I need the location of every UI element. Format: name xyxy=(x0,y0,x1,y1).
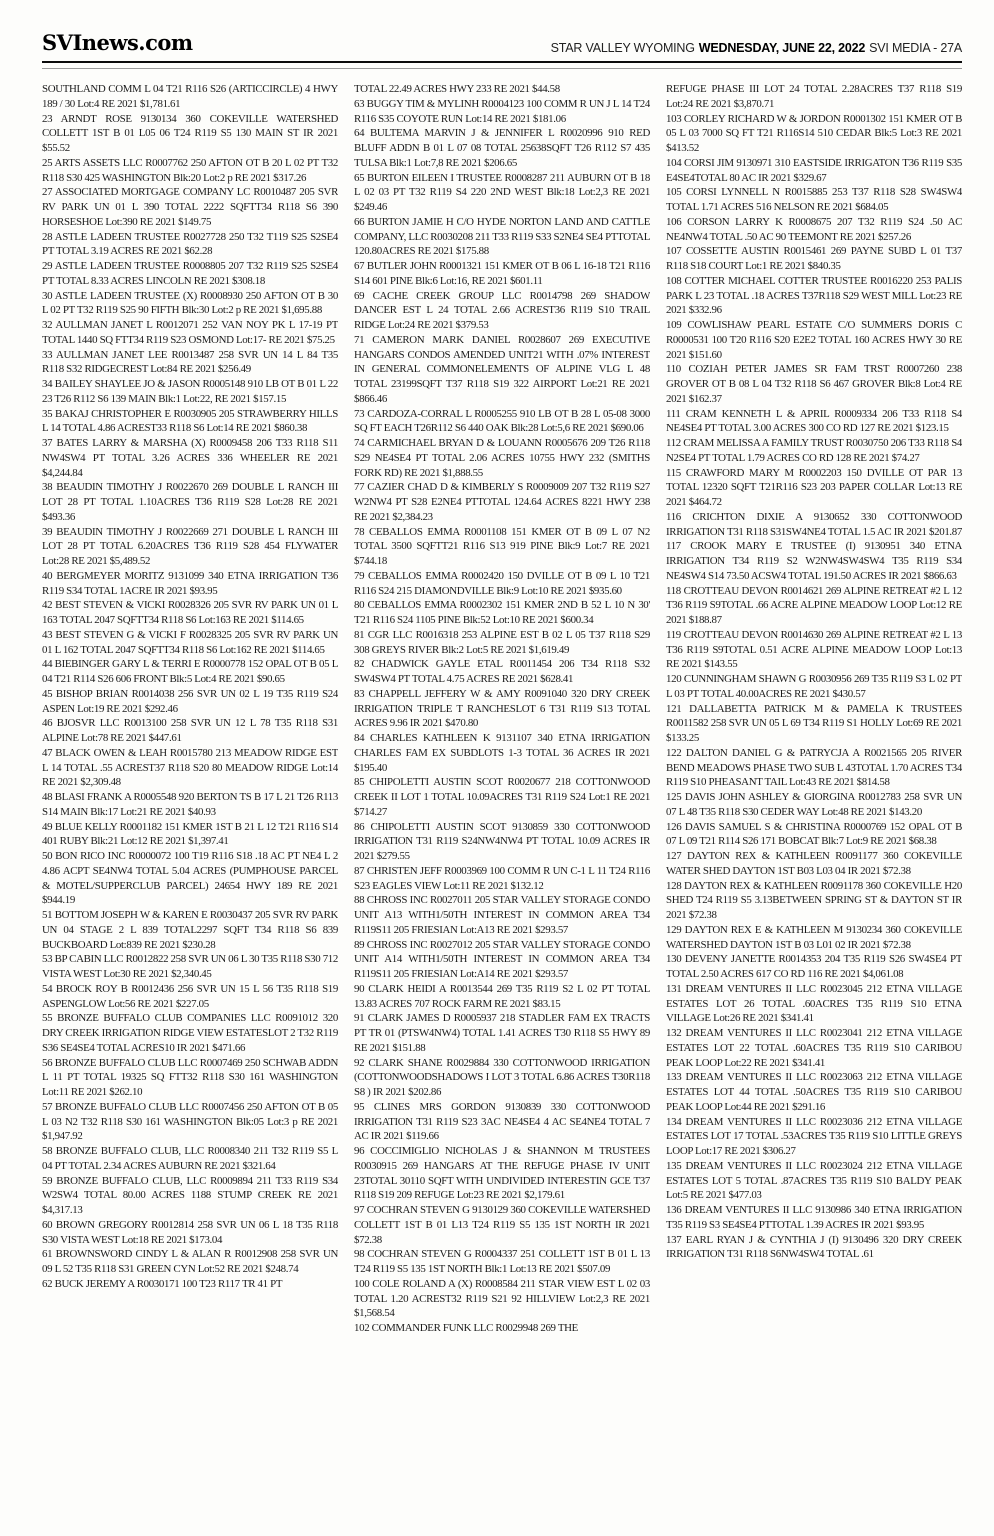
listing-entry: 44 BIEBINGER GARY L & TERRI E R0000778 152 OPAL OT B 05 L 04 T21 R114 S26 606 FRONT Blk:5 Lot:4 RE 2021 $90.65 xyxy=(42,658,338,685)
listing-entry: 97 COCHRAN STEVEN G 9130129 360 COKEVILLE WATERSHED COLLETT 1ST B 01 L13 T24 R119 S5 135 1ST NORTH IR 2021 $72.38 xyxy=(354,1204,650,1246)
listings-column-3 xyxy=(666,82,962,1520)
listing-entry: 103 CORLEY RICHARD W & JORDON R0001302 151 KMER OT B 05 L 03 7000 SQ FT T21 R116S14 510 CEDAR Blk:5 Lot:3 RE 2021 $413.52 xyxy=(666,112,962,154)
listing-entry: 58 BRONZE BUFFALO CLUB, LLC R0008340 211 T32 R119 S5 L 04 PT TOTAL 2.34 ACRES AUBURN RE 2021 $321.64 xyxy=(42,1145,338,1172)
listing-entry: 64 BULTEMA MARVIN J & JENNIFER L R0020996 910 RED BLUFF ADDN B 01 L 07 08 TOTAL 25638SQFT T26 R112 S7 435 TULSA Blk:1 Lot:7,8 RE 2021 $206.65 xyxy=(354,127,650,169)
listing-entry: 37 BATES LARRY & MARSHA (X) R0009458 206 T33 R118 S11 NW4SW4 PT TOTAL 3.26 ACRES 336 WHEELER RE 2021 $4,244.84 xyxy=(42,437,338,479)
listing-entry: 42 BEST STEVEN & VICKI R0028326 205 SVR RV PARK UN 01 L 163 TOTAL 2047 SQFTT34 R118 S6 Lot:163 RE 2021 $114.65 xyxy=(42,599,338,626)
listing-entry: 95 CLINES MRS GORDON 9130839 330 COTTONWOOD IRRIGATION T31 R119 S23 3AC NE4SE4 4 AC SE4NE4 TOTAL 7 AC IR 2021 $119.66 xyxy=(354,1100,650,1143)
listing-entry: 118 CROTTEAU DEVON R0014621 269 ALPINE RETREAT #2 L 12 T36 R119 S9TOTAL .66 ACRE ALPINE MEADOW LOOP Lot:12 RE 2021 $188.87 xyxy=(666,584,962,626)
listing-entry: 89 CHROSS INC R0027012 205 STAR VALLEY STORAGE CONDO UNIT A14 WITH1/50TH INTEREST IN COMMON AREA T34 R119S11 205 FRIESIAN Lot:A14 RE 2021 $293.57 xyxy=(354,938,650,980)
listing-entry: 128 DAYTON REX & KATHLEEN R0091178 360 COKEVILLE H20 SHED T24 R119 S5 3.13BETWEEN SPRING ST & DAYTON ST IR 2021 $72.38 xyxy=(666,879,962,921)
listing-entry: 60 BROWN GREGORY R0012814 258 SVR UN 06 L 18 T35 R118 S30 VISTA WEST Lot:18 RE 2021 $173.04 xyxy=(42,1218,338,1246)
listing-entry: 63 BUGGY TIM & MYLINH R0004123 100 COMM R UN J L 14 T24 R116 S35 COYOTE RUN Lot:14 RE 2021 $181.06 xyxy=(354,97,650,125)
listing-entry: 129 DAYTON REX E & KATHLEEN M 9130234 360 COKEVILLE WATERSHED DAYTON 1ST B 03 L01 02 IR 2021 $72.38 xyxy=(666,923,962,951)
listing-entry: 126 DAVIS SAMUEL S & CHRISTINA R0000769 152 OPAL OT B 07 L 09 T21 R114 S26 171 BOBCAT Blk:7 Lot:9 RE 2021 $68.38 xyxy=(666,820,962,848)
listing-entry: 55 BRONZE BUFFALO CLUB COMPANIES LLC R0091012 320 DRY CREEK IRRIGATION RIDGE VIEW ESTATESLOT 2 T32 R119 S36 SE4SE4 TOTAL ACRES10 IR 2021 $471.66 xyxy=(42,1012,338,1054)
listing-entry: 137 EARL RYAN J & CYNTHIA J (I) 9130496 320 DRY CREEK IRRIGATION T31 R118 S6NW4SW4 TOTAL .61 xyxy=(666,1233,962,1261)
listing-entry: 38 BEAUDIN TIMOTHY J R0022670 269 DOUBLE L RANCH III LOT 28 PT TOTAL 1.10ACRES T36 R119 S28 Lot:28 RE 2021 $493.36 xyxy=(42,481,338,523)
listing-entry: 69 CACHE CREEK GROUP LLC R0014798 269 SHADOW DANCER EST L 24 TOTAL 2.66 ACREST36 R119 S10 TRAIL RIDGE Lot:24 RE 2021 $379.53 xyxy=(354,289,650,331)
listing-entry: 106 CORSON LARRY K R0008675 207 T32 R119 S24 .50 AC NE4NW4 TOTAL .50 AC 90 TEEMONT RE 2021 $257.26 xyxy=(666,215,962,243)
page-header xyxy=(42,30,962,69)
listing-entry: 28 ASTLE LADEEN TRUSTEE R0027728 250 T32 T119 S25 S2SE4 PT TOTAL 3.19 ACRES RE 2021 $62.28 xyxy=(42,230,338,258)
listing-entry: 30 ASTLE LADEEN TRUSTEE (X) R0008930 250 AFTON OT B 30 L 02 PT T32 R119 S25 90 FIFTH Blk:30 Lot:2 p RE 2021 $1,695.88 xyxy=(42,289,338,317)
listing-entry: 136 DREAM VENTURES II LLC 9130986 340 ETNA IRRIGATION T35 R119 S3 SE4SE4 PTTOTAL 1.39 ACRES IR 2021 $93.95 xyxy=(666,1204,962,1231)
listing-entry: 54 BROCK ROY B R0012436 256 SVR UN 15 L 56 T35 R118 S19 ASPENGLOW Lot:56 RE 2021 $227.05 xyxy=(42,982,338,1010)
listing-entry: 83 CHAPPELL JEFFERY W & AMY R0091040 320 DRY CREEK IRRIGATION TRIPLE T RANCHESLOT 6 T31 R119 S13 TOTAL ACRES 9.96 IR 2021 $470.80 xyxy=(354,687,650,730)
listing-entry: 46 BJOSVR LLC R0013100 258 SVR UN 12 L 78 T35 R118 S31 ALPINE Lot:78 RE 2021 $447.61 xyxy=(42,717,338,744)
listing-entry: 77 CAZIER CHAD D & KIMBERLY S R0009009 207 T32 R119 S27 W2NW4 PT S28 E2NE4 PTTOTAL 124.64 ACRES 8221 HWY 238 RE 2021 $2,384.23 xyxy=(354,481,650,523)
listing-entry: 110 COZIAH PETER JAMES SR FAM TRST R0007260 238 GROVER OT B 08 L 04 T32 R118 S6 467 GROVER Blk:8 Lot:4 RE 2021 $162.37 xyxy=(666,363,962,405)
listing-entry: 59 BRONZE BUFFALO CLUB, LLC R0009894 211 T33 R119 S34 W2SW4 TOTAL 80.00 ACRES 1188 STUMP CREEK RE 2021 $4,317.13 xyxy=(42,1174,338,1216)
listing-entry: 56 BRONZE BUFFALO CLUB LLC R0007469 250 SCHWAB ADDN L 11 PT TOTAL 19325 SQ FTT32 R118 S30 161 WASHINGTON Lot:11 RE 2021 $262.10 xyxy=(42,1056,338,1098)
listings-column-1 xyxy=(42,82,338,1520)
listing-entry: 61 BROWNSWORD CINDY L & ALAN R R0012908 258 SVR UN 09 L 52 T35 R118 S31 GREEN CYN Lot:52 RE 2021 $248.74 xyxy=(42,1248,338,1275)
listing-entry: 108 COTTER MICHAEL COTTER TRUSTEE R0016220 253 PALIS PARK L 23 TOTAL .18 ACRES T37R118 S29 WEST MILL Lot:23 RE 2021 $332.96 xyxy=(666,274,962,317)
listing-entry: 86 CHIPOLETTI AUSTIN SCOT 9130859 330 COTTONWOOD IRRIGATION T31 R119 S24NW4NW4 PT TOTAL 10.09 ACRES IR 2021 $279.55 xyxy=(354,820,650,862)
listing-entry: 127 DAYTON REX & KATHLEEN R0091177 360 COKEVILLE WATER SHED DAYTON 1ST B03 L03 04 IR 2021 $72.38 xyxy=(666,850,962,877)
listing-entry: 65 BURTON EILEEN I TRUSTEE R0008287 211 AUBURN OT B 18 L 02 03 PT T32 R119 S4 220 2ND WEST Blk:18 Lot:2,3 RE 2021 $249.46 xyxy=(354,171,650,213)
listing-entry: 115 CRAWFORD MARY M R0002203 150 DVILLE OT PAR 13 TOTAL 12320 SQFT T21R116 S23 203 PAPER COLLAR Lot:13 RE 2021 $464.72 xyxy=(666,466,962,508)
listing-entry: 90 CLARK HEIDI A R0013544 269 T35 R119 S2 L 02 PT TOTAL 13.83 ACRES 707 ROCK FARM RE 2021 $83.15 xyxy=(354,982,650,1010)
listing-entry: 130 DEVENY JANETTE R0014353 204 T35 R119 S26 SW4SE4 PT TOTAL 2.50 ACRES 617 CO RD 116 RE 2021 $4,061.08 xyxy=(666,953,962,980)
listing-entry: 91 CLARK JAMES D R0005937 218 STADLER FAM EX TRACTS PT TR 01 (PTSW4NW4) TOTAL 1.41 ACRES T30 R118 S5 HWY 89 RE 2021 $151.88 xyxy=(354,1012,650,1054)
listing-entry: 104 CORSI JIM 9130971 310 EASTSIDE IRRIGATON T36 R119 S35 E4SE4TOTAL 80 AC IR 2021 $329.67 xyxy=(666,156,962,184)
listing-entry: 88 CHROSS INC R0027011 205 STAR VALLEY STORAGE CONDO UNIT A13 WITH1/50TH INTEREST IN COMMON AREA T34 R119S11 205 FRIESIAN Lot:A13 RE 2021 $293.57 xyxy=(354,894,650,936)
listing-entry: 71 CAMERON MARK DANIEL R0028607 269 EXECUTIVE HANGARS CONDOS AMENDED UNIT21 WITH .07% INTEREST IN GENERAL COMMONELEMENTS OF ALPINE VLG L 48 TOTAL 23199SQFT T37 R118 S19 322 AIRPORT Lot:21 RE 2021 $866.46 xyxy=(354,333,650,405)
listing-entry: 119 CROTTEAU DEVON R0014630 269 ALPINE RETREAT #2 L 13 T36 R119 S9TOTAL 0.51 ACRE ALPINE MEADOW LOOP Lot:13 RE 2021 $143.55 xyxy=(666,628,962,671)
listing-entry: 53 BP CABIN LLC R0012822 258 SVR UN 06 L 30 T35 R118 S30 712 VISTA WEST Lot:30 RE 2021 $2,340.45 xyxy=(42,953,338,980)
listing-entry: 133 DREAM VENTURES II LLC R0023063 212 ETNA VILLAGE ESTATES LOT 44 TOTAL .50ACRES T35 R119 S10 CARIBOU PEAK LOOP Lot:44 RE 2021 $291.16 xyxy=(666,1071,962,1113)
listing-entry: 49 BLUE KELLY R0001182 151 KMER 1ST B 21 L 12 T21 R116 S14 401 RUBY Blk:21 Lot:12 RE 2021 $1,397.41 xyxy=(42,820,338,848)
masthead-row xyxy=(42,30,962,61)
listing-entry: 32 AULLMAN JANET L R0012071 252 VAN NOY PK L 17-19 PT TOTAL 1440 SQ FTT34 R119 S23 OSMOND Lot:17- RE 2021 $75.25 xyxy=(42,319,338,346)
listing-entry: 29 ASTLE LADEEN TRUSTEE R0008805 207 T32 R119 S25 S2SE4 PT TOTAL 8.33 ACRES LINCOLN RE 2021 $308.18 xyxy=(42,260,338,287)
listing-entry: 27 ASSOCIATED MORTGAGE COMPANY LC R0010487 205 SVR RV PARK UN 01 L 390 TOTAL 2222 SQFTT34 R118 S6 390 HORSESHOE Lot:390 RE 2021 $149.75 xyxy=(42,186,338,228)
listing-entry: 100 COLE ROLAND A (X) R0008584 211 STAR VIEW EST L 02 03 TOTAL 1.20 ACREST32 R119 S21 92 HILLVIEW Lot:2,3 RE 2021 $1,568.54 xyxy=(354,1277,650,1320)
listing-entry: 117 CROOK MARY E TRUSTEE (I) 9130951 340 ETNA IRRIGATION T34 R119 S2 W2NW4SW4SW4 T35 R119 S34 NE4SW4 S14 73.50 ACSW4 TOTAL 191.50 ACRES IR 2021 $866.63 xyxy=(666,540,962,582)
listing-entry: 40 BERGMEYER MORITZ 9131099 340 ETNA IRRIGATION T36 R119 S34 TOTAL 1ACRE IR 2021 $93.95 xyxy=(42,569,338,597)
listing-entry: 78 CEBALLOS EMMA R0001108 151 KMER OT B 09 L 07 N2 TOTAL 3500 SQFTT21 R116 S13 919 PINE Blk:9 Lot:7 RE 2021 $744.18 xyxy=(354,525,650,567)
listing-entry: 121 DALLABETTA PATRICK M & PAMELA K TRUSTEES R0011582 258 SVR UN 05 L 69 T34 R119 S1 HOLLY Lot:69 RE 2021 $133.25 xyxy=(666,702,962,744)
listing-entry: 67 BUTLER JOHN R0001321 151 KMER OT B 06 L 16-18 T21 R116 S14 601 PINE Blk:6 Lot:16, RE 2021 $601.11 xyxy=(354,260,650,287)
listing-entry: 81 CGR LLC R0016318 253 ALPINE EST B 02 L 05 T37 R118 S29 308 GREYS RIVER Blk:2 Lot:5 RE 2021 $1,619.49 xyxy=(354,628,650,656)
listing-entry: 125 DAVIS JOHN ASHLEY & GIORGINA R0012783 258 SVR UN 07 L 48 T35 R118 S30 CEDER WAY Lot:48 RE 2021 $143.20 xyxy=(666,791,962,818)
listing-entry: TOTAL 22.49 ACRES HWY 233 RE 2021 $44.58 xyxy=(354,83,560,95)
listing-entry: 134 DREAM VENTURES II LLC R0023036 212 ETNA VILLAGE ESTATES LOT 17 TOTAL .53ACRES T35 R119 S10 LITTLE GREYS LOOP Lot:17 RE 2021 $306.27 xyxy=(666,1115,962,1157)
listing-entry: 120 CUNNINGHAM SHAWN G R0030956 269 T35 R119 S3 L 02 PT L 03 PT TOTAL 40.00ACRES RE 2021 $430.57 xyxy=(666,673,962,700)
masthead-edition: SVI MEDIA - 27A xyxy=(869,41,962,55)
site-brand: SVInews.com xyxy=(42,30,193,55)
listing-entry: 34 BAILEY SHAYLEE JO & JASON R0005148 910 LB OT B 01 L 22 23 T26 R112 S6 139 MAIN Blk:1 Lot:22, RE 2021 $157.15 xyxy=(42,378,338,405)
listing-entry: 109 COWLISHAW PEARL ESTATE C/O SUMMERS DORIS C R0000531 100 T20 R116 S20 E2E2 TOTAL 160 ACRES HWY 30 RE 2021 $151.60 xyxy=(666,319,962,361)
listing-entry: 33 AULLMAN JANET LEE R0013487 258 SVR UN 14 L 84 T35 R118 S32 RIDGECREST Lot:84 RE 2021 $256.49 xyxy=(42,348,338,376)
listing-entry: 111 CRAM KENNETH L & APRIL R0009334 206 T33 R118 S4 NE4SE4 PT TOTAL 3.00 ACRES 300 CO RD 127 RE 2021 $123.15 xyxy=(666,407,962,435)
listing-entry: 116 CRICHTON DIXIE A 9130652 330 COTTONWOOD IRRIGATION T31 R118 S31SW4NE4 TOTAL 1.5 AC IR 2021 $201.87 xyxy=(666,510,962,538)
listings-column-2 xyxy=(354,82,650,1520)
listing-entry: 57 BRONZE BUFFALO CLUB LLC R0007456 250 AFTON OT B 05 L 03 N2 T32 R118 S30 161 WASHINGTON Blk:05 Lot:3 p RE 2021 $1,947.92 xyxy=(42,1100,338,1143)
listing-entry: 51 BOTTOM JOSEPH W & KAREN E R0030437 205 SVR RV PARK UN 04 STAGE 2 L 839 TOTAL2297 SQFT T34 R118 S6 839 BUCKBOARD Lot:839 RE 2021 $230.28 xyxy=(42,909,338,951)
masthead-date: WEDNESDAY, JUNE 22, 2022 xyxy=(698,41,866,55)
listing-entry: 25 ARTS ASSETS LLC R0007762 250 AFTON OT B 20 L 02 PT T32 R118 S30 425 WASHINGTON Blk:20 Lot:2 p RE 2021 $317.26 xyxy=(42,156,338,184)
masthead-region: STAR VALLEY WYOMING xyxy=(550,41,695,55)
listing-entry: 23 ARNDT ROSE 9130134 360 COKEVILLE WATERSHED COLLETT 1ST B 01 L05 06 T24 R119 S5 130 MAIN ST IR 2021 $55.52 xyxy=(42,112,338,154)
listing-entry: REFUGE PHASE III LOT 24 TOTAL 2.28ACRES T37 R118 S19 Lot:24 RE 2021 $3,870.71 xyxy=(666,83,962,110)
listing-entry: 79 CEBALLOS EMMA R0002420 150 DVILLE OT B 09 L 10 T21 R116 S24 215 DIAMONDVILLE Blk:9 Lot:10 RE 2021 $935.60 xyxy=(354,569,650,597)
listing-entry: 92 CLARK SHANE R0029884 330 COTTONWOOD IRRIGATION (COTTONWOODSHADOWS I LOT 3 TOTAL 6.86 ACRES T30R118 S8 ) IR 2021 $202.86 xyxy=(354,1056,650,1098)
listing-entry: 131 DREAM VENTURES II LLC R0023045 212 ETNA VILLAGE ESTATES LOT 26 TOTAL .60ACRES T35 R119 S10 ETNA VILLAGE Lot:26 RE 2021 $341.41 xyxy=(666,982,962,1025)
listing-entry: 122 DALTON DANIEL G & PATRYCJA A R0021565 205 RIVER BEND MEADOWS PHASE TWO SUB L 43TOTAL 1.70 ACRES T34 R119 S10 PHEASANT TAIL Lot:43 RE 2021 $814.58 xyxy=(666,746,962,789)
listing-entry: 82 CHADWICK GAYLE ETAL R0011454 206 T34 R118 S32 SW4SW4 PT TOTAL 4.75 ACRES RE 2021 $628.41 xyxy=(354,658,650,685)
listing-entry: 107 COSSETTE AUSTIN R0015461 269 PAYNE SUBD L 01 T37 R118 S18 COURT Lot:1 RE 2021 $840.35 xyxy=(666,245,962,272)
header-rule-dark xyxy=(42,61,962,63)
listing-entry: 132 DREAM VENTURES II LLC R0023041 212 ETNA VILLAGE ESTATES LOT 22 TOTAL .60ACRES T35 R119 S10 CARIBOU PEAK LOOP Lot:22 RE 2021 $341.41 xyxy=(666,1027,962,1069)
listing-entry: 62 BUCK JEREMY A R0030171 100 T23 R117 TR 41 PT xyxy=(42,1277,283,1290)
listing-entry: 48 BLASI FRANK A R0005548 920 BERTON TS B 17 L 21 T26 R113 S14 MAIN Blk:17 Lot:21 RE 2021 $40.93 xyxy=(42,791,338,818)
listing-entry: 50 BON RICO INC R0000072 100 T19 R116 S18 .18 AC PT NE4 L 2 4.86 ACPT SE4NW4 TOTAL 5.04 ACRES (PUMPHOUSE PARCEL & MOTEL/SUPPERCLUB PARCEL) 24654 HWY 189 RE 2021 $944.19 xyxy=(42,850,338,907)
listing-entry: 85 CHIPOLETTI AUSTIN SCOT R0020677 218 COTTONWOOD CREEK II LOT 1 TOTAL 10.09ACRES T31 R119 S24 Lot:1 RE 2021 $714.27 xyxy=(354,776,650,818)
listing-entry: 66 BURTON JAMIE H C/O HYDE NORTON LAND AND CATTLE COMPANY, LLC R0030208 211 T33 R119 S33 S2NE4 SE4 PTTOTAL 120.80ACRES RE 2021 $175.88 xyxy=(354,215,650,258)
listing-entry: 39 BEAUDIN TIMOTHY J R0022669 271 DOUBLE L RANCH III LOT 28 PT TOTAL 6.20ACRES T36 R119 S28 454 FLYWATER Lot:28 RE 2021 $5,489.52 xyxy=(42,525,338,567)
listing-entry: 135 DREAM VENTURES II LLC R0023024 212 ETNA VILLAGE ESTATES LOT 5 TOTAL .87ACRES T35 R119 S10 BALDY PEAK Lot:5 RE 2021 $477.03 xyxy=(666,1159,962,1202)
header-rule-light xyxy=(42,68,962,69)
listing-entry: 105 CORSI LYNNELL N R0015885 253 T37 R118 S28 SW4SW4 TOTAL 1.71 ACRES 516 NELSON RE 2021 $684.05 xyxy=(666,186,962,213)
listing-entry: 80 CEBALLOS EMMA R0002302 151 KMER 2ND B 52 L 10 N 30' T21 R116 S24 1105 PINE Blk:52 Lot:10 RE 2021 $600.34 xyxy=(354,599,650,626)
listing-entry: 47 BLACK OWEN & LEAH R0015780 213 MEADOW RIDGE EST L 14 TOTAL .55 ACREST37 R118 S20 80 MEADOW RIDGE Lot:14 RE 2021 $2,309.48 xyxy=(42,746,338,789)
listing-entry: SOUTHLAND COMM L 04 T21 R116 S26 (ARTICCIRCLE) 4 HWY 189 / 30 Lot:4 RE 2021 $1,781.61 xyxy=(42,83,338,110)
listing-entry: 98 COCHRAN STEVEN G R0004337 251 COLLETT 1ST B 01 L 13 T24 R119 S5 135 1ST NORTH Blk:1 Lot:13 RE 2021 $507.09 xyxy=(354,1248,650,1275)
listing-entry: 73 CARDOZA-CORRAL L R0005255 910 LB OT B 28 L 05-08 3000 SQ FT EACH T26R112 S6 440 OAK Blk:28 Lot:5,6 RE 2021 $690.06 xyxy=(354,407,650,435)
listing-entry: 102 COMMANDER FUNK LLC R0029948 269 THE xyxy=(354,1322,578,1334)
listing-entry: 74 CARMICHAEL BRYAN D & LOUANN R0005676 209 T26 R118 S29 NE4SE4 PT TOTAL 2.06 ACRES 10755 HWY 232 (SMITHS FORK RD) RE 2021 $1,888.55 xyxy=(354,437,650,479)
masthead-info xyxy=(551,41,962,55)
listing-entry: 96 COCCIMIGLIO NICHOLAS J & SHANNON M TRUSTEES R0030915 269 HANGARS AT THE REFUGE PHASE IV UNIT 23TOTAL 30110 SQFT WITH UNDIVIDED INTERESTIN GCE T37 R118 S19 209 REFUGE Lot:23 RE 2021 $2,179.61 xyxy=(354,1145,650,1202)
listing-entry: 45 BISHOP BRIAN R0014038 256 SVR UN 02 L 19 T35 R119 S24 ASPEN Lot:19 RE 2021 $292.46 xyxy=(42,687,338,715)
tax-listings-section xyxy=(42,82,962,1520)
listing-entry: 112 CRAM MELISSA A FAMILY TRUST R0030750 206 T33 R118 S4 N2SE4 PT TOTAL 1.79 ACRES CO RD 128 RE 2021 $74.27 xyxy=(666,437,962,464)
listing-entry: 87 CHRISTEN JEFF R0003969 100 COMM R UN C-1 L 11 T24 R116 S23 EAGLES VIEW Lot:11 RE 2021 $132.12 xyxy=(354,864,650,892)
listing-entry: 84 CHARLES KATHLEEN K 9131107 340 ETNA IRRIGATION CHARLES FAM EX SUBDLOTS 1-3 TOTAL 36 ACRES IR 2021 $195.40 xyxy=(354,732,650,774)
listing-entry: 43 BEST STEVEN G & VICKI F R0028325 205 SVR RV PARK UN 01 L 162 TOTAL 2047 SQFTT34 R118 S6 Lot:162 RE 2021 $114.65 xyxy=(42,628,338,656)
listing-entry: 35 BAKAJ CHRISTOPHER E R0030905 205 STRAWBERRY HILLS L 14 TOTAL 4.86 ACREST33 R118 S6 Lot:14 RE 2021 $860.38 xyxy=(42,407,338,435)
